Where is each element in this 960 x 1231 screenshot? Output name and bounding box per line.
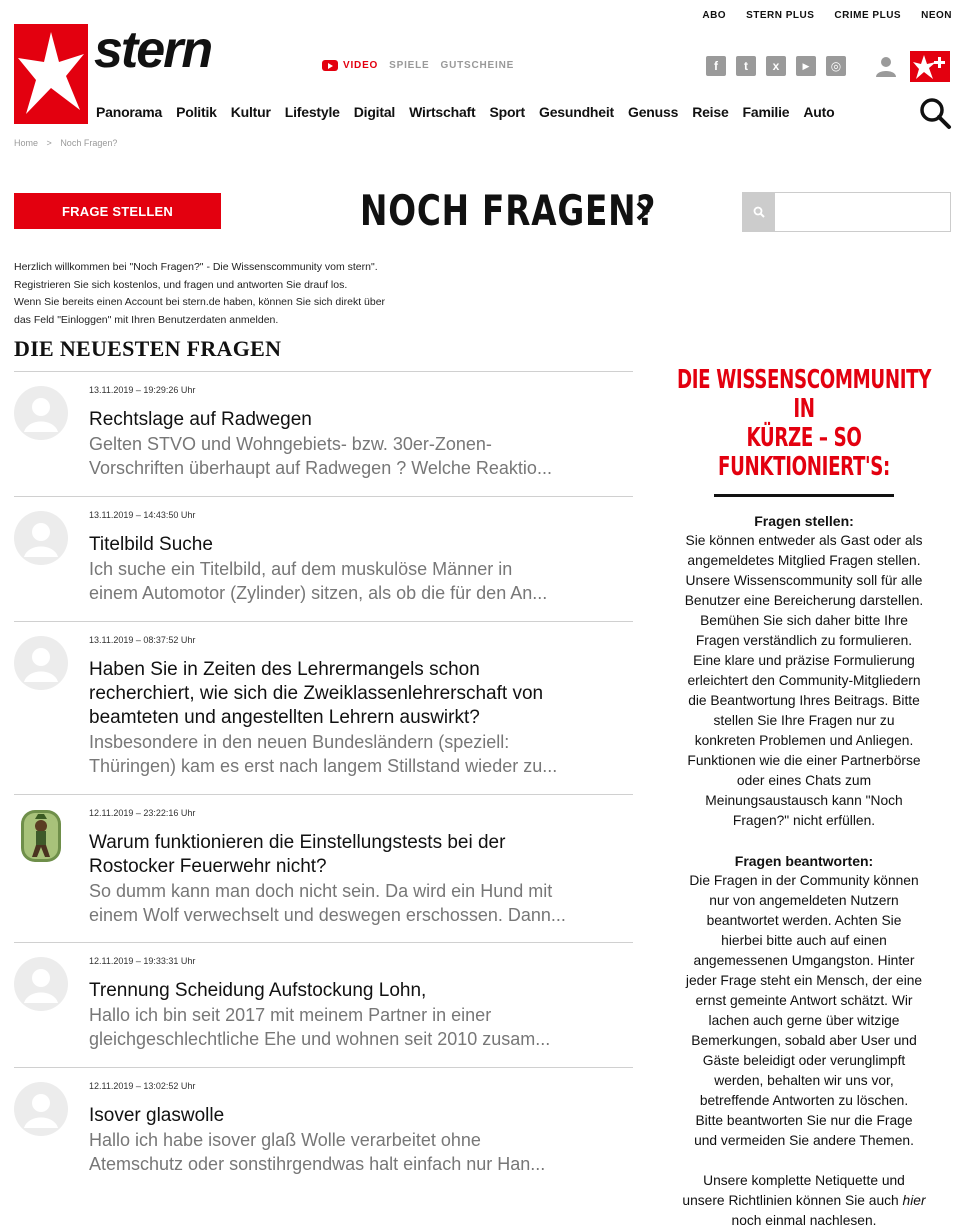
question-timestamp: 12.11.2019 – 19:33:31 Uhr [89,956,196,966]
nav-item-politik[interactable]: Politik [176,104,217,120]
video-link[interactable] [322,60,378,71]
community-info-sidebar [664,366,944,1231]
nav-item-gesundheit[interactable]: Gesundheit [539,104,615,120]
ask-text: Sie können entweder als Gast oder als angemeldetes Mitglied Fragen stellen. Unsere Wissenscommunity soll für alle Benutzer eine Bereicherung darstellen. Bemühen Sie sich daher bitte Ihre Fragen verständlich zu formulieren. Eine klare und präzise Formulierung erleichtert den Community-Mitgliedern die Beantwortung Ihres Beitrags. Bitte stellen Sie Ihre Fragen nur zu konkreten Problemen und Anliegen. Funktionen wie die einer Partnerbörse oder eines Chats zum Meinungsaustausch kann "Noch Fragen?" nicht erfüllen. [684,533,924,828]
question-title[interactable]: Isover glaswolle [89,1105,225,1126]
breadcrumb-home[interactable]: Home [14,138,39,148]
nav-item-digital[interactable]: Digital [353,104,396,120]
ask-heading: Fragen stellen: [754,513,854,529]
page-title [360,186,657,235]
top-links [702,10,952,21]
top-link-crime-plus[interactable]: CRIME PLUS [834,10,902,21]
gutscheine-link[interactable]: GUTSCHEINE [440,60,515,71]
social-links [706,56,846,76]
user-account-icon[interactable] [874,54,898,78]
answer-heading: Fragen beantworten: [734,853,874,869]
intro-text [14,259,454,329]
play-icon [322,60,338,71]
question-title[interactable]: Warum funktionieren die Einstellungstests bei der Rostocker Feuerwehr nicht? [89,832,506,877]
answer-text: Die Fragen in der Community können nur von angemeldeten Nutzern beantwortet werden. Achten Sie hierbei bitte auch auf einen angemessenen Umgangston. Hinter jeder Frage steht ein Mensch, der eine ernst gemeinte Antwort schätzt. Wir lachen auch gerne über witzige Bemerkungen, sobald aber User und Gäste beleidigt oder verunglimpft werden, behalten wir uns vor, betreffende Antworten zu löschen. Bitte beantworten Sie nur die Frage und vermeiden Sie andere Themen. [685,873,923,1148]
intro-line: Registrieren Sie sich kostenlos, und fragen und antworten Sie drauf los. [14,278,348,291]
spiele-link[interactable]: SPIELE [389,60,430,71]
nav-item-wirtschaft[interactable]: Wirtschaft [409,104,476,120]
logo-star-icon [14,24,88,124]
nav-item-auto[interactable]: Auto [803,104,835,120]
stern-plus-icon[interactable] [910,51,950,82]
question-title[interactable]: Trennung Scheidung Aufstockung Lohn, [89,980,427,1001]
question-snippet: Gelten STVO und Wohngebiets- bzw. 30er-Zonen- Vorschriften überhaupt auf Radwegen ? Welche Reaktio... [89,434,552,478]
question-item[interactable] [14,794,633,942]
netiquette-text: Unsere komplette Netiquette und unsere Richtlinien können Sie auch hier noch einmal nachlesen. [682,1173,926,1228]
avatar-icon [14,1082,68,1136]
nav-item-panorama[interactable]: Panorama [96,104,163,120]
question-timestamp: 13.11.2019 – 14:43:50 Uhr [89,510,196,520]
question-timestamp: 13.11.2019 – 08:37:52 Uhr [89,635,196,645]
ask-question-button[interactable]: FRAGE STELLEN [14,193,221,229]
xing-icon[interactable]: x [766,56,786,76]
breadcrumb-current: Noch Fragen? [60,138,118,148]
question-list [14,371,633,1192]
search-small-icon[interactable] [743,193,775,231]
question-snippet: Insbesondere in den neuen Bundesländern (speziell: Thüringen) kam es erst nach langem Stillstand wieder zu... [89,732,558,776]
logo-wordmark: stern [94,21,212,79]
media-links [322,60,514,71]
question-item[interactable] [14,942,633,1067]
question-title[interactable]: Haben Sie in Zeiten des Lehrermangels schon recherchiert, wie sich die Zweiklassenlehrerschaft von beamteten und angestellten Lehrern auswirkt? [89,659,544,728]
video-link-label: VIDEO [343,60,379,71]
section-title: DIE NEUESTEN FRAGEN [14,336,282,361]
top-link-neon[interactable]: NEON [921,10,952,21]
nav-item-familie[interactable]: Familie [742,104,790,120]
page-title-text: NOCH FRAGEN? [360,186,657,235]
question-timestamp: 12.11.2019 – 23:22:16 Uhr [89,808,196,818]
question-timestamp: 12.11.2019 – 13:02:52 Uhr [89,1081,196,1091]
question-title[interactable]: Titelbild Suche [89,534,213,555]
avatar-icon [20,809,62,863]
breadcrumb [14,138,123,148]
breadcrumb-separator: > [46,138,52,148]
intro-line: Wenn Sie bereits einen Account bei stern.de haben, können Sie sich direkt über [14,296,386,308]
avatar-icon [14,386,68,440]
avatar-icon [14,636,68,690]
question-item[interactable] [14,371,633,496]
question-search [742,192,951,232]
nav-item-reise[interactable]: Reise [692,104,729,120]
intro-line: Herzlich willkommen bei "Noch Fragen?" - Die Wissenscommunity vom stern". [14,261,378,273]
netiquette-link[interactable]: hier [902,1193,926,1208]
nav-item-sport[interactable]: Sport [489,104,526,120]
main-nav [96,104,848,120]
nav-item-genuss[interactable]: Genuss [628,104,679,120]
twitter-icon[interactable]: t [736,56,756,76]
search-icon[interactable] [918,96,952,130]
facebook-icon[interactable]: f [706,56,726,76]
avatar-icon [14,957,68,1011]
sidebar-heading: DIE WISSENSCOMMUNITY IN KÜRZE – SO FUNKTIONIERT'S: [676,365,932,482]
nav-item-kultur[interactable]: Kultur [230,104,271,120]
nav-item-lifestyle[interactable]: Lifestyle [284,104,340,120]
question-snippet: Hallo ich habe isover glaß Wolle verarbeitet ohne Atemschutz oder sonstihrgendwas halt einfach nur Han... [89,1130,546,1174]
search-input[interactable] [775,193,950,231]
question-item[interactable] [14,1067,633,1192]
question-timestamp: 13.11.2019 – 19:29:26 Uhr [89,385,196,395]
question-item[interactable] [14,496,633,621]
top-link-stern-plus[interactable]: STERN PLUS [746,10,815,21]
youtube-icon[interactable]: ▶ [796,56,816,76]
question-snippet: So dumm kann man doch nicht sein. Da wird ein Hund mit einem Wolf verwechselt und deswegen erschossen. Dann... [89,881,566,925]
question-snippet: Ich suche ein Titelbild, auf dem muskulöse Männer in einem Automotor (Zylinder) sitzen, als ob die für den An... [89,559,548,603]
question-title[interactable]: Rechtslage auf Radwegen [89,409,312,430]
instagram-icon[interactable]: ◎ [826,56,846,76]
intro-line: das Feld "Einloggen" mit Ihren Benutzerdaten anmelden. [14,313,279,326]
question-item[interactable] [14,621,633,794]
top-link-abo[interactable]: ABO [702,10,727,21]
avatar-icon [14,511,68,565]
question-snippet: Hallo ich bin seit 2017 mit meinem Partner in einer gleichgeschlechtliche Ehe und wohnen seit 2010 zusam... [89,1005,551,1049]
sidebar-divider [714,494,894,497]
